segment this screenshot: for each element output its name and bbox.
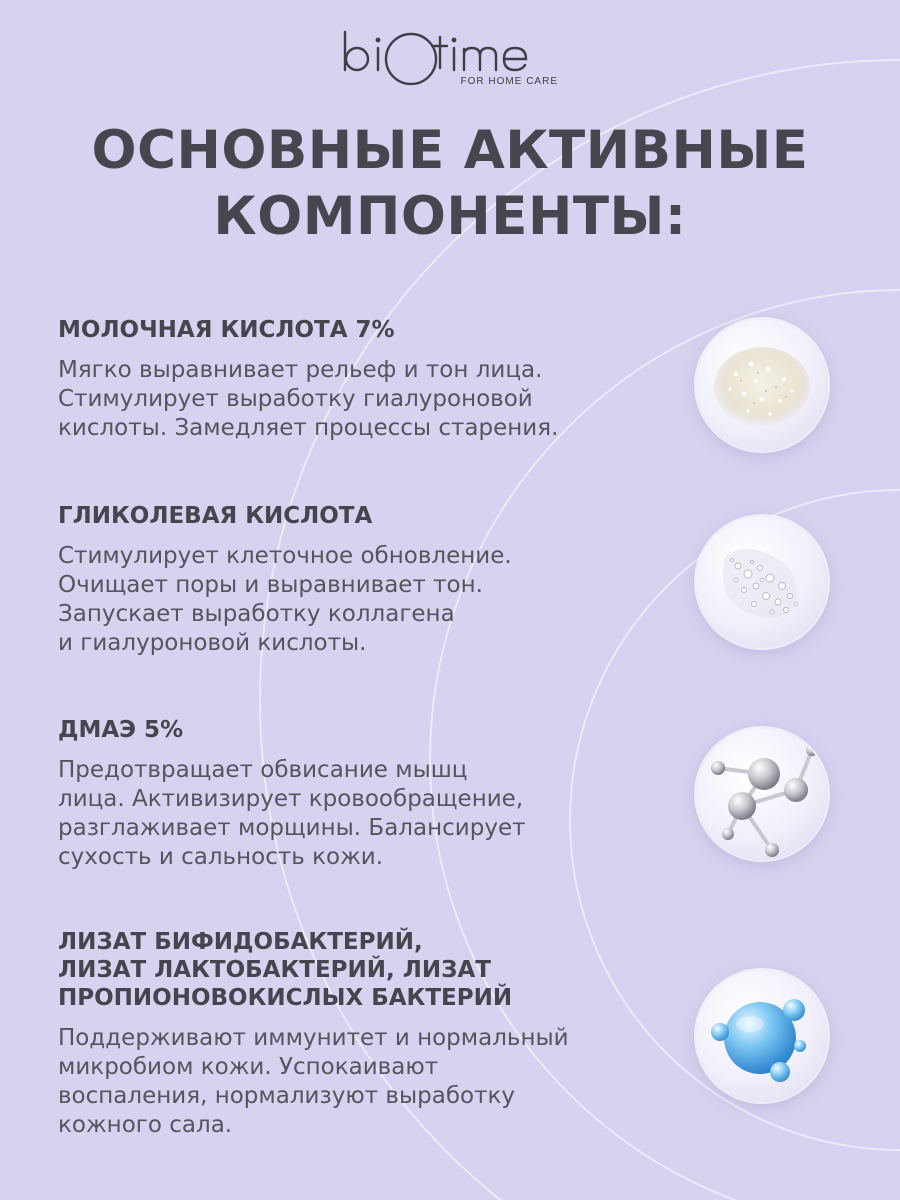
section-title-line: МОЛОЧНАЯ КИСЛОТА 7% bbox=[58, 317, 395, 343]
section-text-line: сухость и сальность кожи. bbox=[58, 844, 384, 870]
section-text-line: лица. Активизирует кровообращение, bbox=[58, 786, 524, 812]
section-title-line: ДМАЭ 5% bbox=[58, 717, 184, 743]
section-text bbox=[58, 1024, 698, 1140]
section-title-line: ЛИЗАТ ЛАКТОБАКТЕРИЙ, ЛИЗАТ bbox=[58, 957, 491, 983]
brand-tagline: FOR HOME CARE bbox=[460, 76, 558, 87]
section-text-line: микробиом кожи. Успокаивают bbox=[58, 1054, 439, 1080]
section-title bbox=[58, 716, 698, 744]
page-title-line2: КОМПОНЕНТЫ: bbox=[213, 186, 687, 247]
section-text-line: Мягко выравнивает рельеф и тон лица. bbox=[58, 357, 543, 383]
page-title-line1: ОСНОВНЫЕ АКТИВНЫЕ bbox=[91, 120, 809, 181]
section-lysates bbox=[58, 928, 698, 1140]
molecule-icon bbox=[696, 728, 828, 860]
section-title-line: ПРОПИОНОВОКИСЛЫХ БАКТЕРИЙ bbox=[58, 985, 513, 1011]
section-text-line: Стимулирует клеточное обновление. bbox=[58, 543, 512, 569]
section-lactic-acid bbox=[58, 316, 698, 443]
section-text-line: Предотвращает обвисание мышц bbox=[58, 757, 468, 783]
section-text-line: Очищает поры и выравнивает тон. bbox=[58, 572, 483, 598]
page-title bbox=[0, 118, 900, 250]
section-title bbox=[58, 928, 698, 1012]
section-text-line: кожного сала. bbox=[58, 1112, 233, 1138]
brand-logo bbox=[340, 28, 562, 88]
blue-molecule-icon bbox=[696, 970, 828, 1102]
section-text bbox=[58, 356, 698, 443]
section-text-line: воспаления, нормализуют выработку bbox=[58, 1083, 515, 1109]
section-text-line: Запускает выработку коллагена bbox=[58, 601, 455, 627]
section-glycolic-acid bbox=[58, 502, 698, 658]
section-title-line: ЛИЗАТ БИФИДОБАКТЕРИЙ, bbox=[58, 929, 423, 955]
section-title bbox=[58, 316, 698, 344]
section-text-line: разглаживает морщины. Балансирует bbox=[58, 815, 526, 841]
section-title-line: ГЛИКОЛЕВАЯ КИСЛОТА bbox=[58, 503, 373, 529]
bubbles-icon bbox=[696, 516, 828, 648]
section-title bbox=[58, 502, 698, 530]
section-text bbox=[58, 756, 698, 872]
powder-icon bbox=[696, 319, 828, 451]
section-dmae bbox=[58, 716, 698, 872]
section-text bbox=[58, 542, 698, 658]
section-text-line: и гиалуроновой кислоты. bbox=[58, 630, 367, 656]
section-text-line: кислоты. Замедляет процессы старения. bbox=[58, 415, 559, 441]
section-text-line: Поддерживают иммунитет и нормальный bbox=[58, 1025, 569, 1051]
section-text-line: Стимулирует выработку гиалуроновой bbox=[58, 386, 533, 412]
